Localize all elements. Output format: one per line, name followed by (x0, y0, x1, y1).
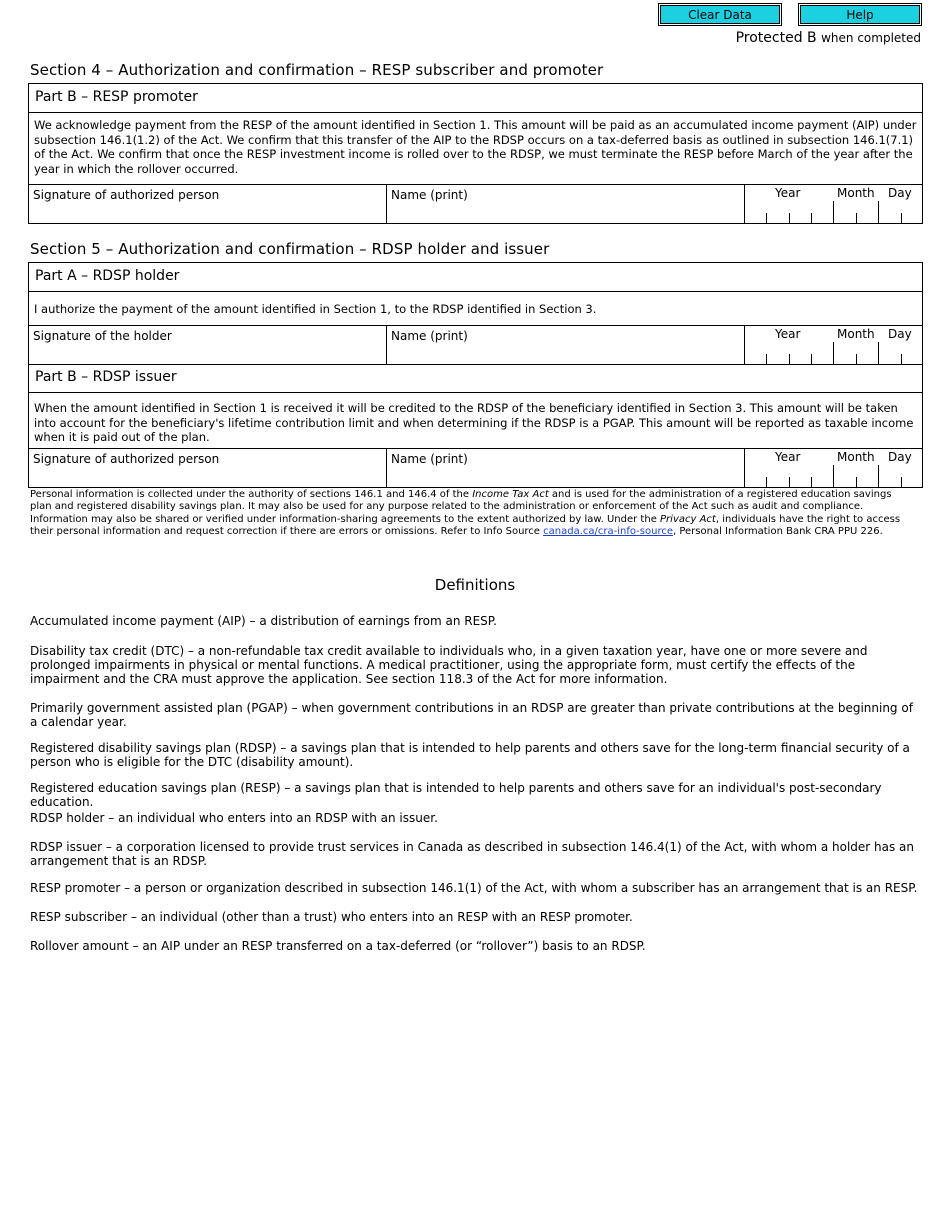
section5-partb-title: Part B – RDSP issuer (35, 369, 177, 385)
date-tick (856, 213, 857, 223)
date-tick (789, 477, 790, 487)
date-divider (878, 201, 879, 223)
section5-partb-body (29, 392, 922, 448)
section4-box (28, 83, 923, 224)
privacy-text-4: , Personal Information Bank CRA PPU 226. (672, 526, 883, 538)
protected-suffix: when completed (821, 31, 921, 45)
date-tick (901, 477, 902, 487)
day-label: Day (888, 186, 912, 200)
protected-b-label (736, 30, 921, 46)
date-tick (789, 213, 790, 223)
date-tick (789, 354, 790, 364)
section4-partb-body (29, 112, 922, 184)
year-label: Year (775, 450, 801, 464)
date-tick (901, 354, 902, 364)
definition-rdsp-holder: RDSP holder – an individual who enters into an RDSP with an issuer. (30, 811, 438, 825)
income-tax-act: Income Tax Act (472, 489, 549, 500)
date-tick (901, 213, 902, 223)
privacy-notice (30, 489, 910, 539)
definition-resp-subscriber: RESP subscriber – an individual (other than a trust) who enters into an RESP with an RESP promoter. (30, 910, 633, 924)
month-label: Month (837, 186, 875, 200)
section4-partb-title: Part B – RESP promoter (35, 89, 198, 105)
section5-title: Section 5 – Authorization and confirmation – RDSP holder and issuer (30, 240, 550, 258)
definition-rdsp-issuer: RDSP issuer – a corporation licensed to provide trust services in Canada as described in subsection 146.4(1) of the Act, with whom a holder has an arrangement that is an RDSP. (30, 840, 915, 868)
definition-rollover: Rollover amount – an AIP under an RESP transferred on a tax-deferred (or “rollover”) basis to an RDSP. (30, 939, 646, 953)
year-label: Year (775, 186, 801, 200)
holder-signature-field[interactable] (29, 326, 387, 364)
month-label: Month (837, 450, 875, 464)
date-divider (833, 342, 834, 364)
privacy-text-1: Personal information is collected under the authority of sections 146.1 and 146.4 of the (30, 489, 473, 500)
section5-partb-signature-row (29, 448, 922, 487)
day-label: Day (888, 327, 912, 341)
section5-partb-header (29, 364, 922, 392)
date-tick (766, 213, 767, 223)
section4-partb-header (29, 84, 922, 112)
date-tick (811, 477, 812, 487)
date-tick (811, 354, 812, 364)
section5-partb-text: When the amount identified in Section 1 is received it will be credited to the RDSP of the beneficiary identified in Section 3. This amount will be taken into account for the beneficiary's lifetime contribution limit and when determining if the RDSP is a PGAP. This amount will be reported as taxable income when it is paid out of the plan. (34, 401, 914, 444)
section5-parta-title: Part A – RDSP holder (35, 268, 180, 284)
section5-parta-text: I authorize the payment of the amount identified in Section 1, to the RDSP identified in Section 3. (34, 302, 597, 316)
help-button[interactable]: Help (800, 5, 920, 24)
date-tick (856, 477, 857, 487)
definitions-title: Definitions (434, 576, 516, 594)
date-tick (766, 354, 767, 364)
day-label: Day (888, 450, 912, 464)
section4-partb-text: We acknowledge payment from the RESP of the amount identified in Section 1. This amount will be paid as an accumulated income payment (AIP) under subsection 146.1(1.2) of the Act. We confirm that this transfer of the AIP to the RDSP occurs on a tax-deferred basis as outlined in subsection 146.1(7.1) of the Act. We confirm that once the RESP investment income is rolled over to the RDSP, we must terminate the RESP before March of the year after the year in which the rollover occurred. (34, 118, 917, 176)
privacy-text-3: , individuals have the right to access their personal information and request correction if there are errors or omissions. Refer to Info Source (30, 513, 901, 538)
protected-main: Protected B (735, 30, 817, 46)
issuer-date-field[interactable] (745, 449, 922, 487)
definition-resp-promoter: RESP promoter – a person or organization described in subsection 146.1(1) of the Act, with whom a subscriber has an arrangement that is an RESP. (30, 881, 918, 895)
section4-name-field[interactable] (387, 185, 745, 223)
signature-label: Signature of authorized person (33, 452, 220, 466)
definition-dtc: Disability tax credit (DTC) – a non-refundable tax credit available to individuals who, in a given taxation year, have one or more severe and prolonged impairments in physical or mental functions. A medical practitioner, using the appropriate form, must certify the effects of the impairment and the CRA must approve the application. See section 118.3 of the Act for more information. (30, 644, 868, 686)
section5-parta-signature-row (29, 325, 922, 364)
definition-resp: Registered education savings plan (RESP) – a savings plan that is intended to help parents and others save for an individual's post-secondary education. (30, 781, 882, 809)
issuer-name-field[interactable] (387, 449, 745, 487)
holder-date-field[interactable] (745, 326, 922, 364)
date-divider (833, 201, 834, 223)
date-tick (856, 354, 857, 364)
signature-label: Signature of authorized person (33, 188, 220, 202)
date-divider (833, 465, 834, 487)
month-label: Month (837, 327, 875, 341)
holder-name-field[interactable] (387, 326, 745, 364)
info-source-link[interactable]: canada.ca/cra-info-source (543, 526, 673, 538)
privacy-act: Privacy Act (660, 513, 716, 525)
date-divider (878, 342, 879, 364)
section4-date-field[interactable] (745, 185, 922, 223)
signature-label: Signature of the holder (33, 329, 172, 343)
clear-data-button[interactable]: Clear Data (660, 5, 780, 24)
privacy-text-2: and is used for the administration of a registered education savings plan and registered disability savings plan. It may also be used for any purpose related to the administration or enforcement of the Act such as audit and compliance. Information may also be shared or verified under information-sharing agreements to the extent authorized by law. Under the (30, 489, 892, 525)
definition-rdsp: Registered disability savings plan (RDSP) – a savings plan that is intended to help parents and others save for the long-term financial security of a person who is eligible for the DTC (disability amount). (30, 741, 910, 769)
name-label: Name (print) (391, 188, 468, 202)
year-label: Year (775, 327, 801, 341)
date-tick (811, 213, 812, 223)
date-tick (766, 477, 767, 487)
section4-title: Section 4 – Authorization and confirmation – RESP subscriber and promoter (30, 61, 604, 79)
name-label: Name (print) (391, 329, 468, 343)
definition-pgap: Primarily government assisted plan (PGAP) – when government contributions in an RDSP are greater than private contributions at the beginning of a calendar year. (30, 701, 913, 729)
section4-signature-field[interactable] (29, 185, 387, 223)
definition-aip: Accumulated income payment (AIP) – a distribution of earnings from an RESP. (30, 614, 497, 628)
date-divider (878, 465, 879, 487)
section5-parta-header (29, 263, 922, 291)
section5-parta-body (29, 291, 922, 325)
issuer-signature-field[interactable] (29, 449, 387, 487)
name-label: Name (print) (391, 452, 468, 466)
section5-box (28, 262, 923, 488)
section4-signature-row (29, 184, 922, 223)
